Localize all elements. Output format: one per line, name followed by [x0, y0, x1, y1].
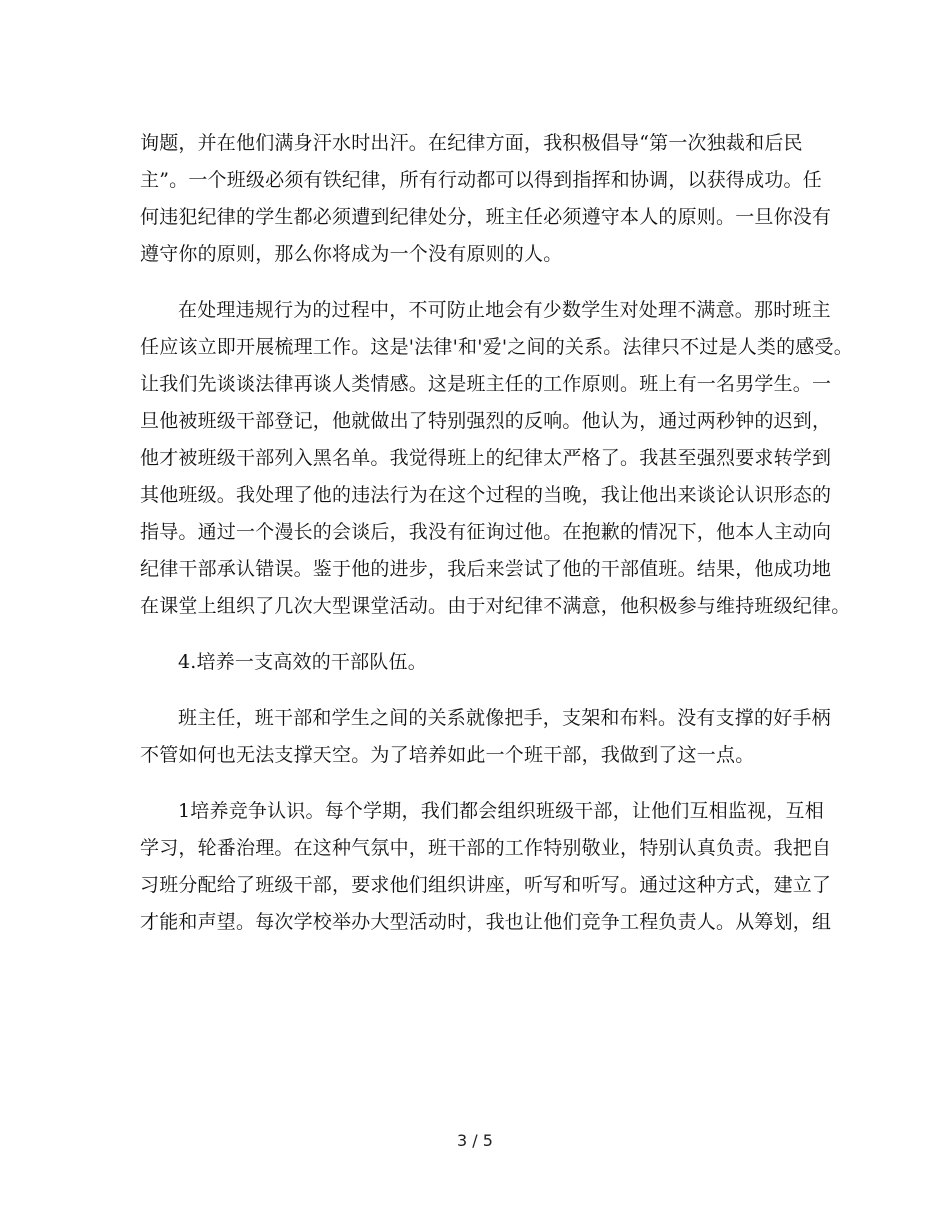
- paragraph-first-line: 在处理违规行为的过程中，不可防止地会有少数学生对处理不满意。那时班主: [178, 299, 831, 321]
- text-line: 何违犯纪律的学生都必须遭到纪律处分，班主任必须遵守本人的原则。一旦你没有: [140, 206, 832, 228]
- text-line: 其他班级。我处理了他的违法行为在这个过程的当晚，我让他出来谈论认识形态的: [140, 484, 832, 506]
- text-line: 习班分配给了班级干部，要求他们组织讲座，听写和听写。通过这种方式，建立了: [140, 874, 832, 896]
- text-line: 询题，并在他们满身汗水时出汗。在纪律方面，我积极倡导“第一次独裁和后民: [140, 132, 803, 154]
- text-line: 旦他被班级干部登记，他就做出了特别强烈的反响。他认为，通过两秒钟的迟到，: [140, 410, 832, 432]
- text-line: 任应该立即开展梳理工作。这是'法律'和'爱'之间的关系。法律只不过是人类的感受。: [140, 336, 853, 358]
- text-line: 指导。通过一个漫长的会谈后，我没有征询过他。在抱歉的情况下，他本人主动向: [140, 521, 832, 543]
- text-line: 才能和声望。每次学校举办大型活动时，我也让他们竞争工程负责人。从筹划，组: [140, 911, 832, 933]
- page-number: 3 / 5: [457, 1131, 493, 1150]
- section-heading: 4.培养一支高效的干部队伍。: [178, 651, 427, 673]
- paragraph-first-line: 1培养竞争认识。每个学期，我们都会组织班级干部，让他们互相监视，互相: [178, 800, 824, 822]
- paragraph-first-line: 班主任，班干部和学生之间的关系就像把手，支架和布料。没有支撑的好手柄: [178, 707, 831, 729]
- text-line: 纪律干部承认错误。鉴于他的进步，我后来尝试了他的干部值班。结果，他成功地: [140, 558, 832, 580]
- text-line: 不管如何也无法支撑天空。为了培养如此一个班干部，我做到了这一点。: [140, 744, 755, 766]
- text-line: 让我们先谈谈法律再谈人类情感。这是班主任的工作原则。班上有一名男学生。一: [140, 373, 832, 395]
- text-line: 主”。一个班级必须有铁纪律，所有行动都可以得到指挥和协调，以获得成功。任: [140, 169, 822, 191]
- text-line: 学习，轮番治理。在这种气氛中，班干部的工作特别敬业，特别认真负责。我把自: [140, 837, 832, 859]
- text-line: 他才被班级干部列入黑名单。我觉得班上的纪律太严格了。我甚至强烈要求转学到: [140, 447, 832, 469]
- text-line: 在课堂上组织了几次大型课堂活动。由于对纪律不满意，他积极参与维持班级纪律。: [140, 595, 851, 617]
- text-line: 遵守你的原则，那么你将成为一个没有原则的人。: [140, 243, 563, 265]
